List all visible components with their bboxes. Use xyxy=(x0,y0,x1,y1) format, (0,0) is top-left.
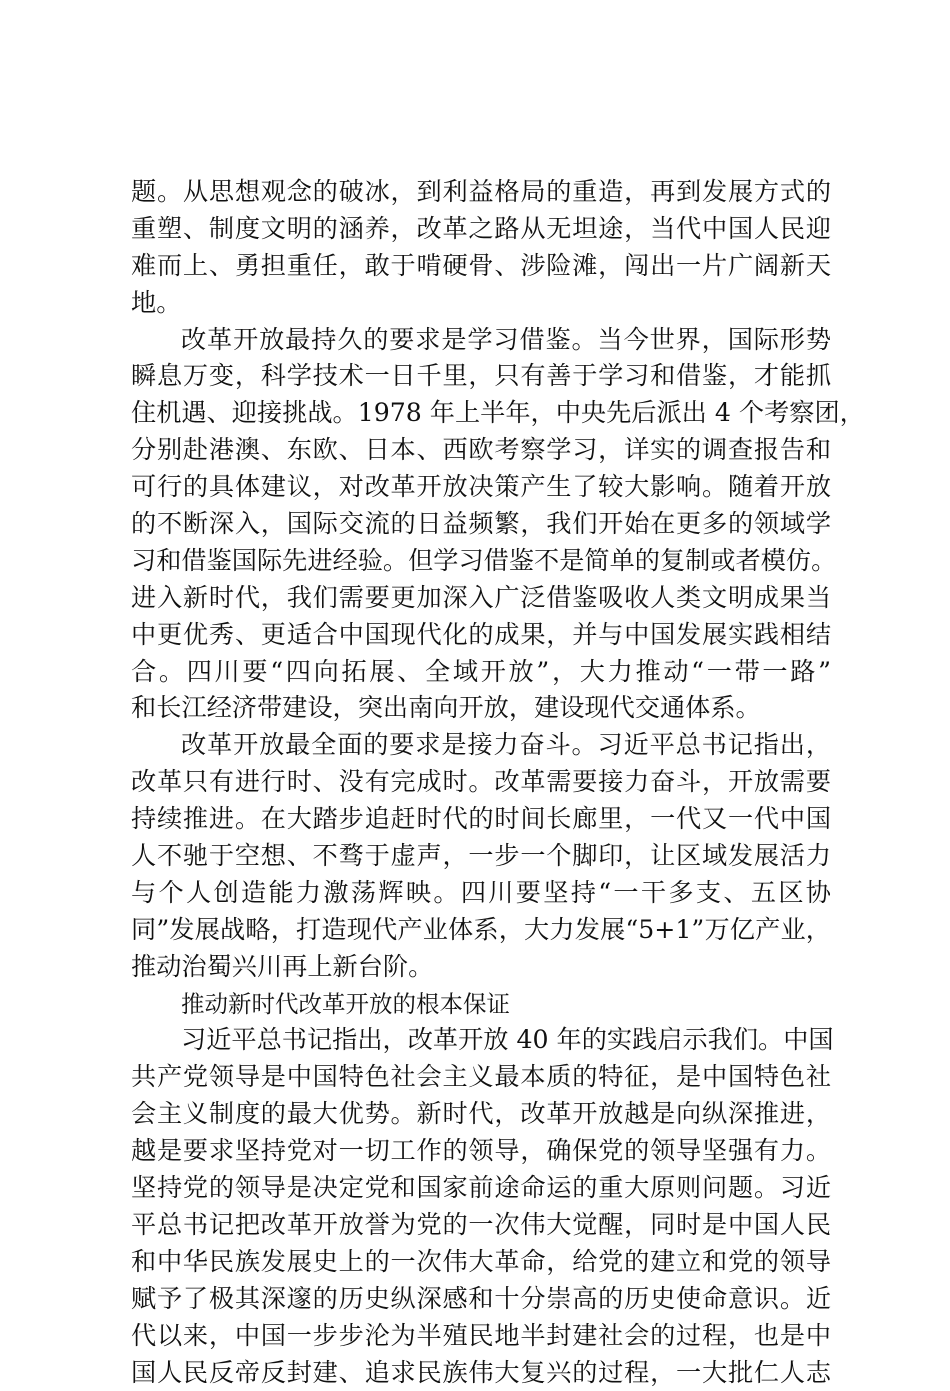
text-line: 平总书记把改革开放誉为党的一次伟大觉醒，同时是中国人民 xyxy=(131,1207,831,1244)
text-line: 地。 xyxy=(131,285,831,322)
text-line: 可行的具体建议，对改革开放决策产生了较大影响。随着开放 xyxy=(131,469,831,506)
section-heading: 推动新时代改革开放的根本保证 xyxy=(131,986,831,1023)
paragraph-first-line: 习近平总书记指出，改革开放 40 年的实践启示我们。中国 xyxy=(131,1022,831,1059)
paragraph-first-line: 改革开放最持久的要求是学习借鉴。当今世界，国际形势 xyxy=(131,322,831,359)
text-line: 代以来，中国一步步沦为半殖民地半封建社会的过程，也是中 xyxy=(131,1318,831,1355)
text-line: 推动治蜀兴川再上新台阶。 xyxy=(131,949,831,986)
text-line: 赋予了极其深邃的历史纵深感和十分崇高的历史使命意识。近 xyxy=(131,1281,831,1318)
text-line: 会主义制度的最大优势。新时代，改革开放越是向纵深推进， xyxy=(131,1096,831,1133)
text-line: 分别赴港澳、东欧、日本、西欧考察学习，详实的调查报告和 xyxy=(131,432,831,469)
text-line: 同”发展战略，打造现代产业体系，大力发展“5+1”万亿产业， xyxy=(131,912,831,949)
text-line: 共产党领导是中国特色社会主义最本质的特征，是中国特色社 xyxy=(131,1059,831,1096)
text-line: 与个人创造能力激荡辉映。四川要坚持“一干多支、五区协 xyxy=(131,875,831,912)
text-line: 的不断深入，国际交流的日益频繁，我们开始在更多的领域学 xyxy=(131,506,831,543)
text-line: 中更优秀、更适合中国现代化的成果，并与中国发展实践相结 xyxy=(131,617,831,654)
text-line: 改革只有进行时、没有完成时。改革需要接力奋斗，开放需要 xyxy=(131,764,831,801)
text-line: 题。从思想观念的破冰，到利益格局的重造，再到发展方式的 xyxy=(131,174,831,211)
text-line: 和中华民族发展史上的一次伟大革命，给党的建立和党的领导 xyxy=(131,1244,831,1281)
text-line: 坚持党的领导是决定党和国家前途命运的重大原则问题。习近 xyxy=(131,1170,831,1207)
text-line: 越是要求坚持党对一切工作的领导，确保党的领导坚强有力。 xyxy=(131,1133,831,1170)
text-line: 瞬息万变，科学技术一日千里，只有善于学习和借鉴，才能抓 xyxy=(131,358,831,395)
body-text xyxy=(131,174,831,1391)
text-line: 人不驰于空想、不骛于虚声，一步一个脚印，让区域发展活力 xyxy=(131,838,831,875)
text-line: 合。四川要“四向拓展、全域开放”，大力推动“一带一路” xyxy=(131,654,831,691)
paragraph-first-line: 改革开放最全面的要求是接力奋斗。习近平总书记指出， xyxy=(131,727,831,764)
text-line: 和长江经济带建设，突出南向开放，建设现代交通体系。 xyxy=(131,690,831,727)
text-line: 重塑、制度文明的涵养，改革之路从无坦途，当代中国人民迎 xyxy=(131,211,831,248)
text-line: 难而上、勇担重任，敢于啃硬骨、涉险滩，闯出一片广阔新天 xyxy=(131,248,831,285)
text-line: 习和借鉴国际先进经验。但学习借鉴不是简单的复制或者模仿。 xyxy=(131,543,831,580)
text-line: 住机遇、迎接挑战。1978 年上半年，中央先后派出 4 个考察团， xyxy=(131,395,831,432)
text-line: 进入新时代，我们需要更加深入广泛借鉴吸收人类文明成果当 xyxy=(131,580,831,617)
text-line: 国人民反帝反封建、追求民族伟大复兴的过程，一大批仁人志 xyxy=(131,1355,831,1391)
text-line: 持续推进。在大踏步追赶时代的时间长廊里，一代又一代中国 xyxy=(131,801,831,838)
